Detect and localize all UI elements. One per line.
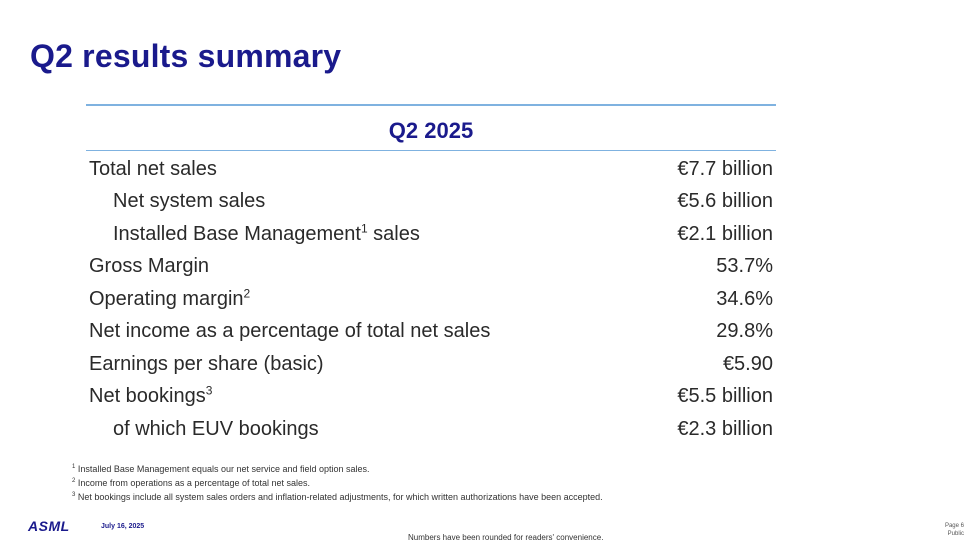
footnote-marker: 2 [243,286,251,301]
table-row [86,381,776,414]
row-value: €5.90 [722,352,773,375]
slide-title: Q2 results summary [30,38,342,74]
table-row [86,348,776,381]
footnotes [72,462,603,504]
table-row [86,218,776,251]
table-row [86,153,776,186]
asml-logo: ASML [28,518,70,534]
table-header: Q2 2025 [388,118,474,143]
row-value: 29.8% [716,320,773,343]
table-top-rule [86,104,776,106]
row-label: Total net sales [89,157,217,180]
page-info [945,522,964,538]
rounding-note: Numbers have been rounded for readers' convenience. [408,533,604,542]
row-label: Installed Base Management$^1$ sales [113,221,420,245]
row-label: Earnings per share (basic) [89,352,324,375]
row-label: Net income as a percentage of total net sales [89,320,491,343]
table-header-rule [86,150,776,151]
footer-date: July 16, 2025 [101,523,145,530]
footnote: $^2$ Income from operations as a percentage of total net sales. [72,478,310,488]
classification-label: Public [947,531,964,537]
row-value: 34.6% [716,287,773,310]
footnote: $^1$ Installed Base Management equals our net service and field option sales. [72,464,370,474]
table-rows [86,153,776,446]
table-row [86,186,776,219]
row-value: €5.6 billion [677,190,773,213]
footnote-marker: 3 [205,383,213,398]
row-value: €5.5 billion [677,385,773,408]
table-row [86,316,776,349]
row-value: 53.7% [716,255,773,278]
page-number: Page 6 [944,523,964,529]
row-label: Net bookings$^3$ [89,383,213,408]
row-label: Gross Margin [89,255,210,278]
table-row [86,413,776,446]
row-value: €2.1 billion [677,222,773,245]
row-value: €2.3 billion [677,417,773,440]
footnote-marker: 1 [360,221,368,236]
table-row [86,283,776,316]
row-label: Net system sales [113,190,266,213]
row-value: €7.7 billion [677,157,773,180]
row-label: of which EUV bookings [113,417,319,440]
table-row [86,251,776,284]
results-table [86,104,776,446]
row-label: Operating margin$^2$ [89,286,251,310]
footnote: $^3$ Net bookings include all system sales orders and inflation-related adjustments, for which written authorizations have been accepted. [72,492,603,502]
